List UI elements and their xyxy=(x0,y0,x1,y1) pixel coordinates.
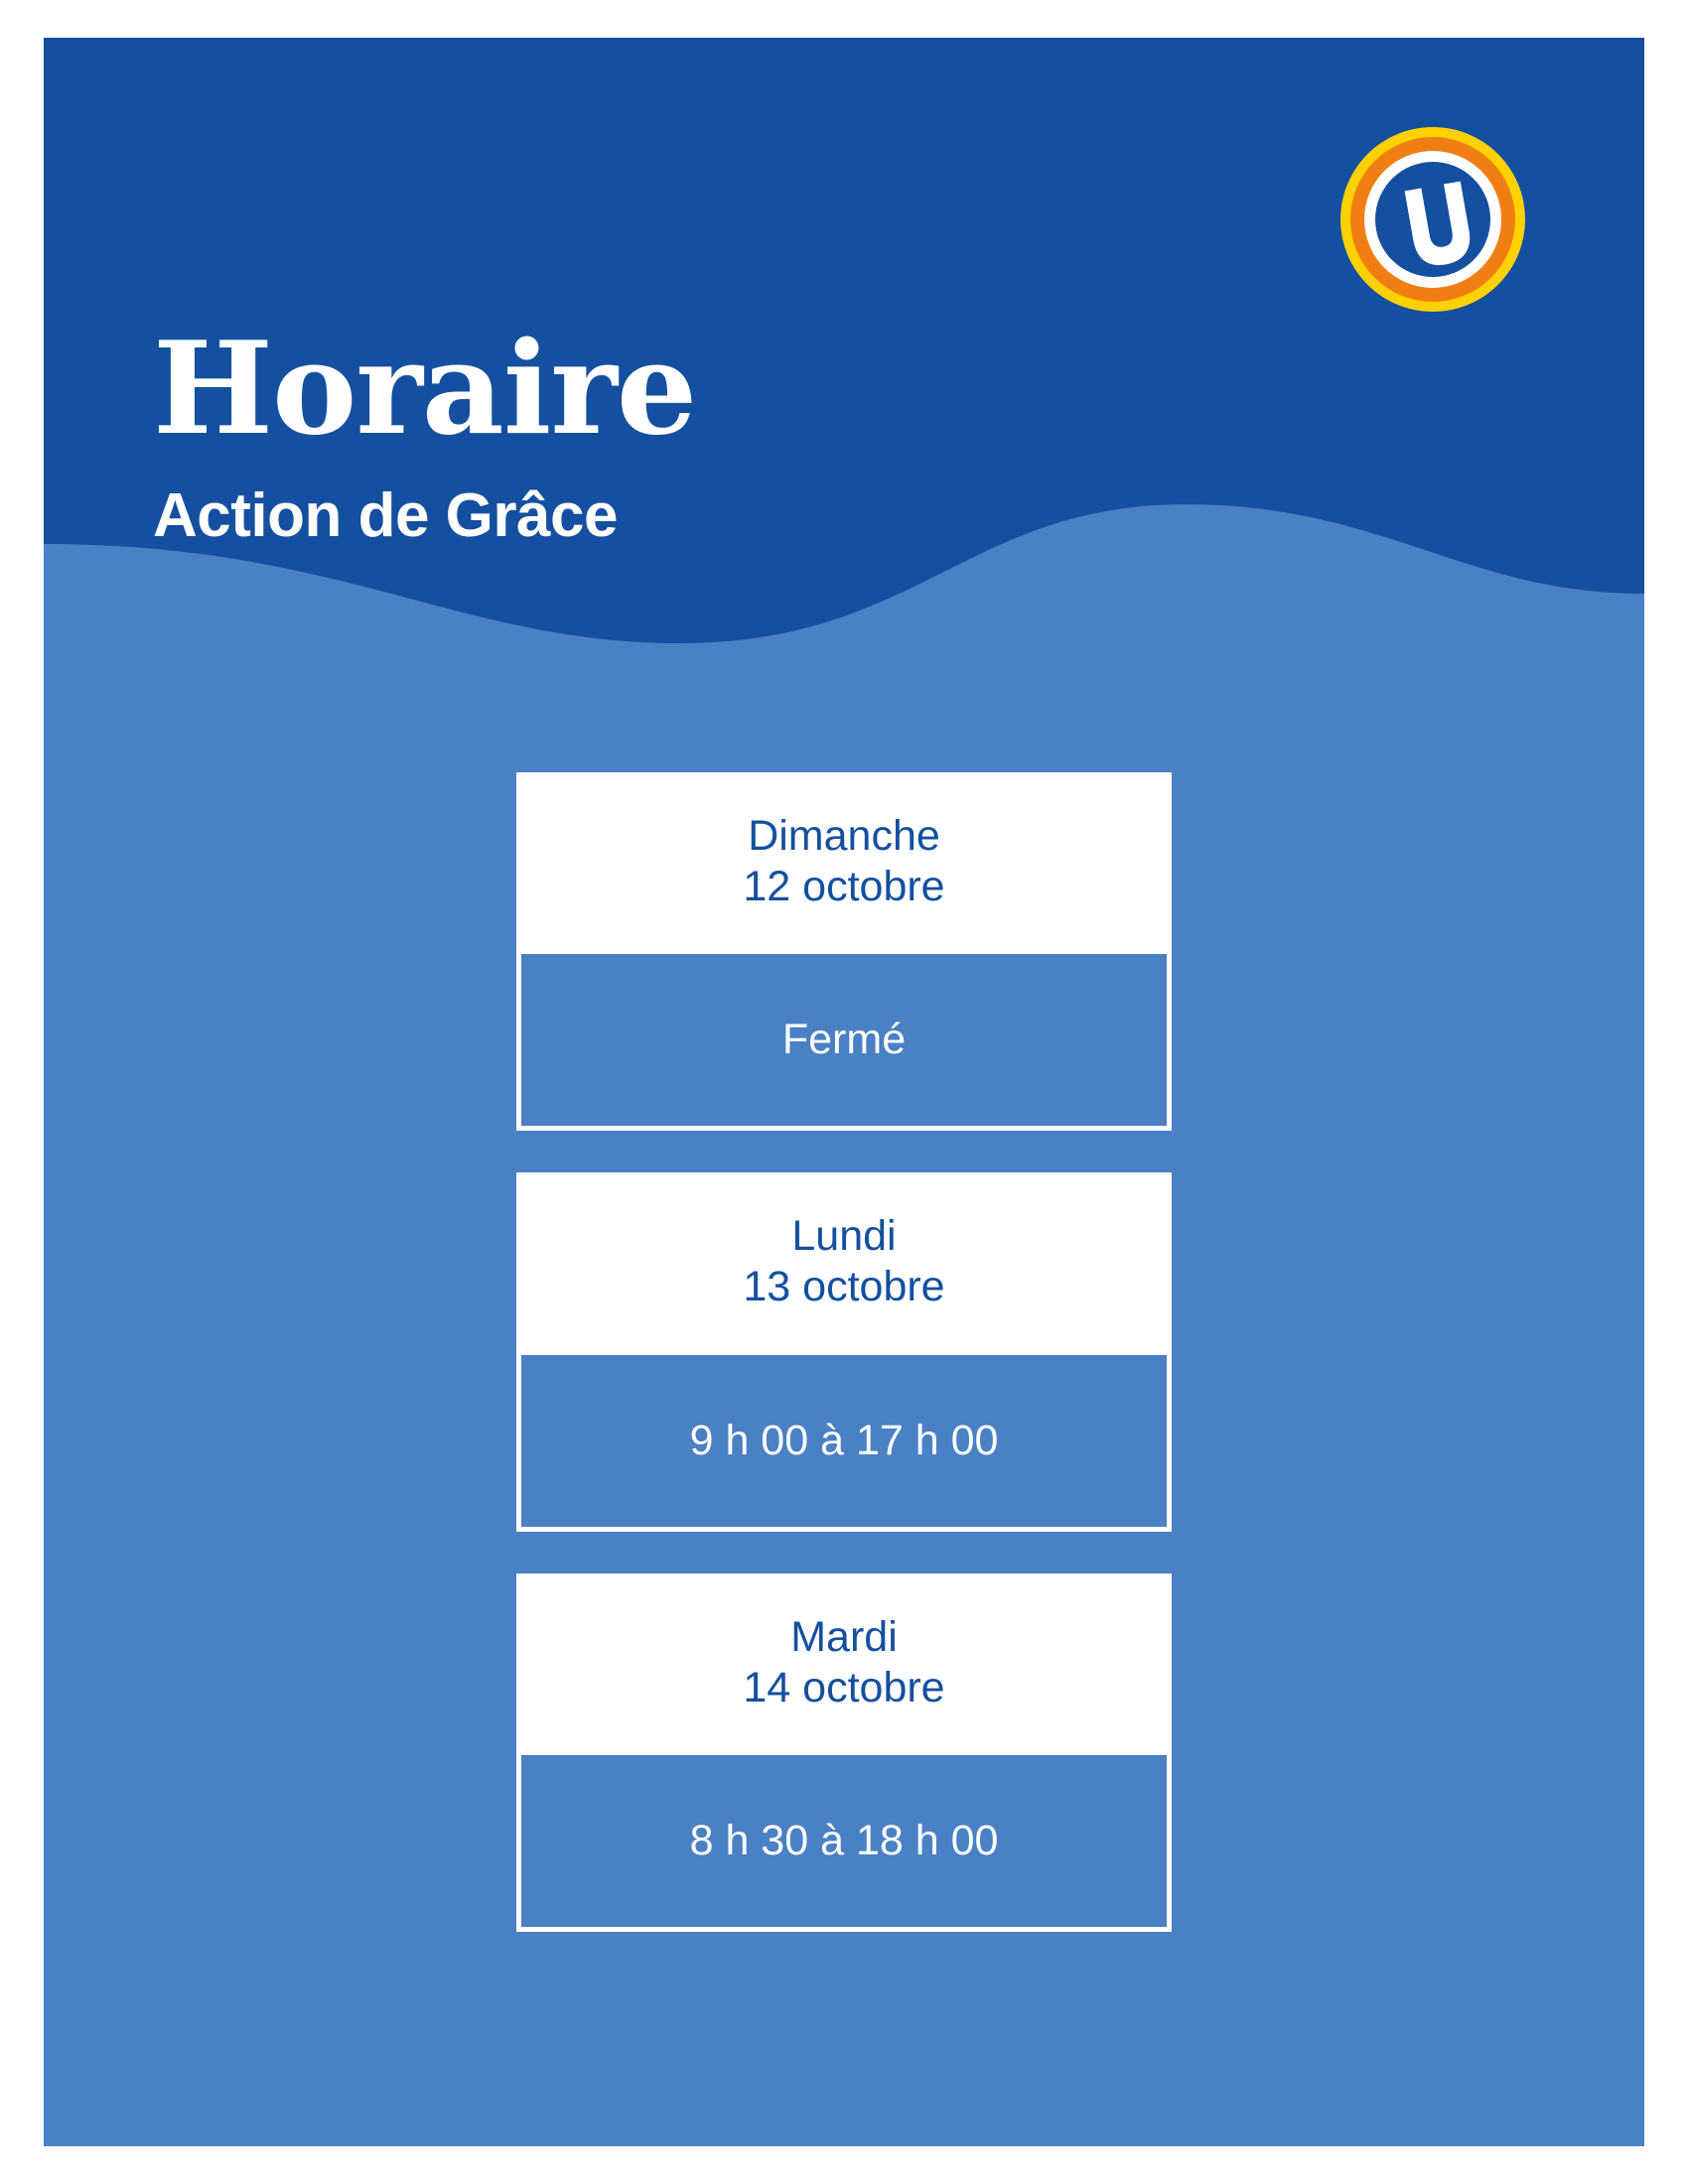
schedule-weekday: Dimanche xyxy=(748,812,940,860)
schedule-card-day xyxy=(521,1177,1167,1349)
schedule-card-day xyxy=(521,777,1167,949)
schedule-hours: Fermé xyxy=(521,949,1167,1126)
schedule-weekday: Mardi xyxy=(790,1612,898,1661)
schedule-list xyxy=(44,772,1644,1932)
schedule-date: 12 octobre xyxy=(743,862,945,910)
schedule-card xyxy=(516,772,1172,1131)
schedule-date: 13 octobre xyxy=(743,1263,945,1311)
university-logo xyxy=(1338,125,1527,314)
page-title: Horaire xyxy=(153,315,697,464)
logo-shape xyxy=(1338,125,1527,314)
schedule-hours: 8 h 30 à 18 h 00 xyxy=(521,1750,1167,1927)
schedule-hours: 9 h 00 à 17 h 00 xyxy=(521,1350,1167,1527)
title-block xyxy=(153,315,697,551)
schedule-card xyxy=(516,1172,1172,1531)
schedule-date: 14 octobre xyxy=(743,1663,945,1711)
poster xyxy=(44,38,1644,2146)
schedule-card xyxy=(516,1573,1172,1932)
schedule-card-day xyxy=(521,1578,1167,1750)
schedule-weekday: Lundi xyxy=(791,1212,897,1261)
page-subtitle: Action de Grâce xyxy=(153,481,618,550)
